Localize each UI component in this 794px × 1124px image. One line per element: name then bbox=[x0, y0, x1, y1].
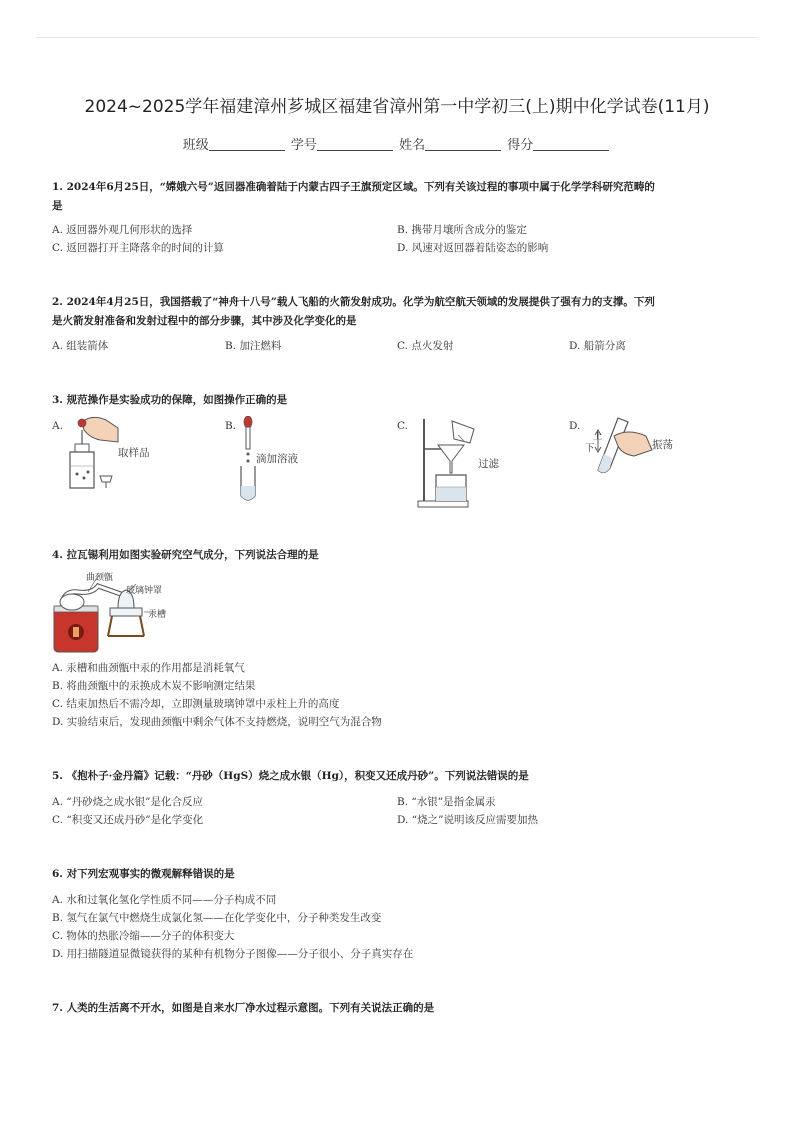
q3-figure-b-label: 滴加溶液 bbox=[256, 453, 298, 465]
q5-option-d[interactable]: D. “烧之”说明该反应需要加热 bbox=[397, 814, 538, 826]
question-7-line1: 7. 人类的生活离不开水，如图是自来水厂净水过程示意图。下列有关说法正确的是 bbox=[52, 1002, 435, 1014]
q3-option-d[interactable]: D. bbox=[569, 420, 581, 432]
question-1-stem bbox=[52, 178, 742, 216]
q2-option-c[interactable]: C. 点火发射 bbox=[397, 340, 454, 352]
q4-option-d[interactable]: D. 实验结束后，发现曲颈甑中剩余气体不支持燃烧，说明空气为混合物 bbox=[52, 716, 382, 728]
q1-option-d[interactable]: D. 风速对返回器着陆姿态的影响 bbox=[397, 242, 549, 254]
q2-option-d[interactable]: D. 船箭分离 bbox=[569, 340, 626, 352]
question-6-stem bbox=[52, 865, 742, 884]
q4-label-retort: 曲颈甑 bbox=[86, 573, 114, 583]
score-field[interactable] bbox=[533, 137, 609, 151]
q3-figure-c-illustration bbox=[414, 415, 484, 509]
top-divider bbox=[36, 37, 758, 38]
q3-option-a[interactable]: A. bbox=[52, 420, 63, 432]
q3-figure-a-illustration bbox=[62, 414, 122, 496]
question-7-stem bbox=[52, 999, 742, 1018]
q3-figure-d-label: 振荡 bbox=[652, 439, 673, 451]
question-3-stem bbox=[52, 391, 742, 410]
q6-option-d[interactable]: D. 用扫描隧道显微镜获得的某种有机物分子图像——分子很小、分子真实存在 bbox=[52, 948, 414, 960]
q3-figure-d-illustration bbox=[588, 414, 656, 478]
q6-option-b[interactable]: B. 氢气在氯气中燃烧生成氯化氢——在化学变化中，分子种类发生改变 bbox=[52, 912, 382, 924]
question-2-line2: 是火箭发射准备和发射过程中的部分步骤，其中涉及化学变化的是 bbox=[52, 315, 357, 327]
score-label: 得分 bbox=[507, 138, 534, 153]
q1-option-c[interactable]: C. 返回器打开主降落伞的时间的计算 bbox=[52, 242, 224, 254]
question-4-line1: 4. 拉瓦锡利用如图实验研究空气成分，下列说法合理的是 bbox=[52, 549, 319, 561]
question-1-line1: 1. 2024年6月25日，“嫦娥六号”返回器准确着陆于内蒙古四子王旗预定区域。下列有关该过程的事项中属于化学学科研究范畴的 bbox=[52, 181, 655, 193]
number-label: 学号 bbox=[290, 138, 317, 153]
question-4-stem bbox=[52, 546, 742, 565]
q6-option-c[interactable]: C. 物体的热胀冷缩——分子的体积变大 bbox=[52, 930, 235, 942]
class-label: 班级 bbox=[182, 138, 209, 153]
q4-label-bell-jar: 玻璃钟罩 bbox=[126, 586, 163, 596]
student-info-line bbox=[0, 134, 794, 153]
q4-option-a[interactable]: A. 汞槽和曲颈甑中汞的作用都是消耗氧气 bbox=[52, 662, 245, 674]
question-2-stem bbox=[52, 293, 742, 331]
number-field[interactable] bbox=[317, 137, 393, 151]
question-5-stem bbox=[52, 767, 742, 786]
q3-figure-c-label: 过滤 bbox=[478, 458, 499, 470]
q3-option-c[interactable]: C. bbox=[397, 420, 408, 432]
q5-option-a[interactable]: A. “丹砂烧之成水银”是化合反应 bbox=[52, 796, 203, 808]
question-2-line1: 2. 2024年4月25日，我国搭载了“神舟十八号”载人飞船的火箭发射成功。化学为航空航天领域的发展提供了强有力的支撑。下列 bbox=[52, 296, 655, 308]
name-field[interactable] bbox=[425, 137, 501, 151]
q6-option-a[interactable]: A. 水和过氧化氢化学性质不同——分子构成不同 bbox=[52, 894, 277, 906]
q4-option-b[interactable]: B. 将曲颈甑中的汞换成木炭不影响测定结果 bbox=[52, 680, 256, 692]
q4-option-c[interactable]: C. 结束加热后不需冷却，立即测量玻璃钟罩中汞柱上升的高度 bbox=[52, 698, 340, 710]
q1-option-b[interactable]: B. 携带月壤所含成分的鉴定 bbox=[397, 224, 527, 236]
q5-option-b[interactable]: B. “水银”是指金属汞 bbox=[397, 796, 496, 808]
page-title: 2024~2025学年福建漳州芗城区福建省漳州第一中学初三(上)期中化学试卷(11月) bbox=[84, 97, 710, 117]
q4-label-mercury-trough: 汞槽 bbox=[148, 610, 167, 620]
q1-option-a[interactable]: A. 返回器外观几何形状的选择 bbox=[52, 224, 193, 236]
question-6-line1: 6. 对下列宏观事实的微观解释错误的是 bbox=[52, 868, 235, 880]
q3-option-b[interactable]: B. bbox=[225, 420, 237, 432]
q3-figure-a-label: 取样品 bbox=[118, 447, 150, 459]
q2-option-b[interactable]: B. 加注燃料 bbox=[225, 340, 282, 352]
q3-arrow-down-label: 下 bbox=[585, 443, 595, 454]
class-field[interactable] bbox=[209, 137, 285, 151]
name-label: 姓名 bbox=[399, 138, 426, 153]
q3-arrow-up-label: 上 bbox=[593, 431, 603, 442]
q2-option-a[interactable]: A. 组装箭体 bbox=[52, 340, 109, 352]
question-3-line1: 3. 规范操作是实验成功的保障，如图操作正确的是 bbox=[52, 394, 288, 406]
q5-option-c[interactable]: C. “积变又还成丹砂”是化学变化 bbox=[52, 814, 204, 826]
question-1-line2: 是 bbox=[52, 200, 63, 212]
question-5-line1: 5. 《抱朴子·金丹篇》记载：“丹砂（HgS）烧之成水银（Hg），积变又还成丹砂”。下列说法错误的是 bbox=[52, 770, 529, 782]
